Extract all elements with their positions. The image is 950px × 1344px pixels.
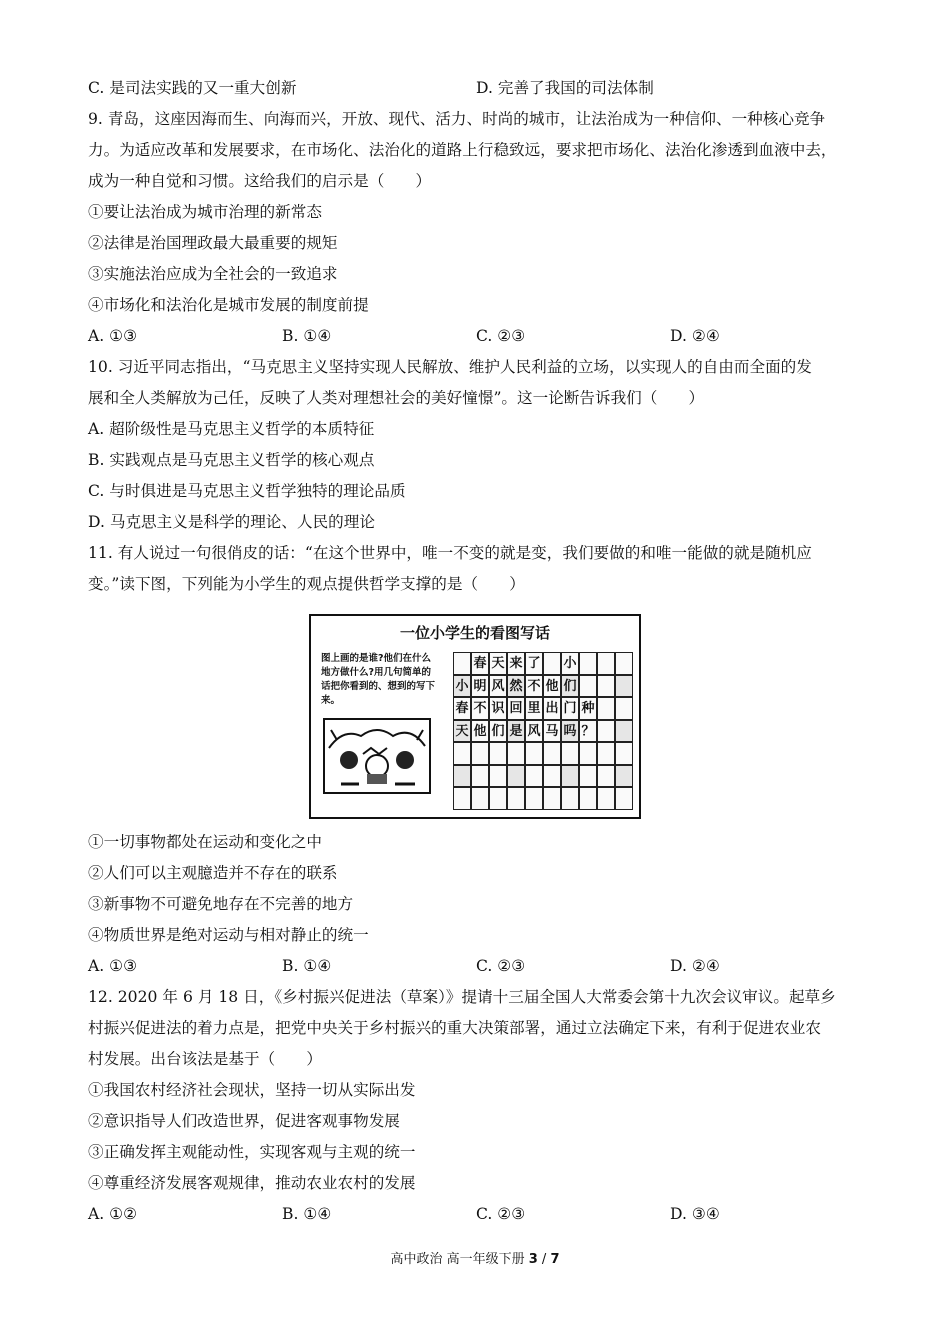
grid-char: 出 [545, 701, 559, 716]
q11-stem-line-1: 11. 有人说过一句很俏皮的话：“在这个世界中，唯一不变的就是变，我们要做的和唯一能做的就是随机应 [88, 544, 812, 562]
grid-char: 们 [563, 678, 577, 694]
grid-cell [579, 742, 597, 765]
grid-cell [597, 652, 615, 675]
grid-cell [597, 675, 615, 698]
footer-page-total: 7 [550, 1252, 560, 1267]
grid-cell [489, 765, 507, 788]
q11-figure [309, 614, 641, 819]
page-footer [0, 1248, 950, 1267]
grid-cell [579, 787, 597, 810]
grid-cell [453, 742, 471, 765]
grid-cell [597, 765, 615, 788]
q12-statement-4: ④尊重经济发展客观规律，推动农业农村的发展 [88, 1174, 416, 1192]
footer-subject: 高中政治 高一年级下册 [390, 1252, 529, 1267]
grid-cell [543, 720, 561, 743]
grid-cell [543, 742, 561, 765]
grid-cell [579, 697, 597, 720]
q9-stem-line-1: 9. 青岛，这座因海而生、向海而兴，开放、现代、活力、时尚的城市，让法治成为一种信仰、一种核心竞争 [88, 110, 826, 128]
q11-statement-1: ①一切事物都处在运动和变化之中 [88, 833, 322, 851]
grid-cell [471, 652, 489, 675]
q9-statement-2: ②法律是治国理政最大最重要的规矩 [88, 234, 338, 252]
footer-separator: / [537, 1252, 551, 1267]
grid-char: 小 [563, 656, 577, 671]
grid-cell [525, 787, 543, 810]
footer-page-number: 3 [528, 1252, 538, 1267]
grid-cell [543, 697, 561, 720]
grid-cell [615, 697, 633, 720]
grid-char: 天 [491, 656, 505, 671]
figure-prompt: 图上画的是谁?他们在什么地方做什么?用几句简单的话把你看到的、想到的写下来。 [321, 653, 436, 706]
q10-option-c: C. 与时俱进是马克思主义哲学独特的理论品质 [88, 482, 406, 500]
grid-cell [561, 720, 579, 743]
q10-option-a: A. 超阶级性是马克思主义哲学的本质特征 [88, 420, 375, 438]
grid-cell [489, 652, 507, 675]
q10-option-d: D. 马克思主义是科学的理论、人民的理论 [88, 513, 375, 531]
grid-char: 门 [563, 701, 577, 716]
q9-stem-line-3: 成为一种自觉和习惯。这给我们的启示是（ ） [88, 172, 432, 190]
q9-option-c: C. ②③ [476, 327, 526, 345]
grid-char: 小 [455, 678, 469, 694]
q11-statement-4: ④物质世界是绝对运动与相对静止的统一 [88, 926, 369, 944]
grid-cell [615, 765, 633, 788]
grid-char: 吗 [563, 723, 577, 739]
grid-char: 然 [509, 678, 523, 694]
grid-cell [453, 720, 471, 743]
grid-cell [543, 787, 561, 810]
q12-statement-2: ②意识指导人们改造世界，促进客观事物发展 [88, 1112, 400, 1130]
q12-stem-line-1: 12. 2020 年 6 月 18 日，《乡村振兴促进法（草案）》提请十三届全国人大常委会第十九次会议审议。起草乡 [88, 988, 836, 1006]
grid-char: 了 [527, 656, 541, 671]
grid-cell [615, 652, 633, 675]
q8-option-c: C. 是司法实践的又一重大创新 [88, 79, 297, 97]
grid-cell [525, 652, 543, 675]
grid-cell [507, 652, 525, 675]
grid-cell [489, 787, 507, 810]
grid-cell [507, 697, 525, 720]
grid-cell [615, 720, 633, 743]
grid-cell [471, 720, 489, 743]
q12-statement-1: ①我国农村经济社会现状，坚持一切从实际出发 [88, 1081, 416, 1099]
q11-stem-line-2: 变。”读下图，下列能为小学生的观点提供哲学支撑的是（ ） [88, 575, 525, 593]
grid-cell [489, 742, 507, 765]
q9-option-d: D. ②④ [670, 327, 720, 345]
q9-statement-1: ①要让法治成为城市治理的新常态 [88, 203, 322, 221]
grid-cell [471, 697, 489, 720]
grid-cell [597, 720, 615, 743]
grid-cell [597, 787, 615, 810]
grid-cell [507, 742, 525, 765]
grid-char: 里 [527, 701, 541, 716]
grid-cell [579, 675, 597, 698]
grid-char: 识 [491, 701, 505, 716]
q8-option-d: D. 完善了我国的司法体制 [476, 79, 654, 97]
q11-option-d: D. ②④ [670, 957, 720, 975]
grid-cell [507, 675, 525, 698]
grid-cell [471, 765, 489, 788]
grid-char: 不 [527, 678, 541, 694]
q9-statement-3: ③实施法治应成为全社会的一致追求 [88, 265, 338, 283]
q12-option-d: D. ③④ [670, 1205, 720, 1223]
q11-option-b: B. ①④ [282, 957, 332, 975]
q9-option-b: B. ①④ [282, 327, 332, 345]
grid-cell [471, 787, 489, 810]
grid-char: 他 [545, 678, 559, 694]
q9-stem-line-2: 力。为适应改革和发展要求，在市场化、法治化的道路上行稳致远，要求把市场化、法治化渗透到血液中去， [88, 141, 837, 159]
grid-char: 春 [455, 701, 469, 716]
grid-char: 回 [509, 701, 523, 716]
grid-cell [543, 652, 561, 675]
grid-cell [615, 742, 633, 765]
grid-char: 不 [473, 701, 487, 716]
grid-cell [561, 787, 579, 810]
grid-char: 们 [491, 723, 505, 739]
grid-char: 是 [509, 723, 523, 739]
grid-cell [579, 720, 597, 743]
grid-cell [453, 787, 471, 810]
q9-option-a: A. ①③ [88, 327, 138, 345]
q9-statement-4: ④市场化和法治化是城市发展的制度前提 [88, 296, 369, 314]
grid-cell [471, 675, 489, 698]
grid-char: 风 [491, 678, 505, 694]
grid-cell [597, 697, 615, 720]
grid-cell [507, 765, 525, 788]
grid-cell [453, 675, 471, 698]
q12-option-b: B. ①④ [282, 1205, 332, 1223]
grid-cell [615, 787, 633, 810]
q10-option-b: B. 实践观点是马克思主义哲学的核心观点 [88, 451, 375, 469]
grid-cell [453, 652, 471, 675]
grid-cell [507, 720, 525, 743]
figure-writing-grid [453, 652, 633, 812]
grid-cell [525, 697, 543, 720]
grid-cell [453, 765, 471, 788]
grid-cell [561, 652, 579, 675]
q11-option-c: C. ②③ [476, 957, 526, 975]
grid-cell [489, 720, 507, 743]
grid-cell [471, 742, 489, 765]
grid-char: 春 [473, 656, 487, 671]
q10-stem-line-1: 10. 习近平同志指出，“马克思主义坚持实现人民解放、维护人民利益的立场，以实现人的自由而全面的发 [88, 358, 812, 376]
grid-cell [543, 675, 561, 698]
figure-cartoon-image [323, 718, 431, 794]
grid-char: 他 [473, 723, 487, 739]
q11-statement-2: ②人们可以主观臆造并不存在的联系 [88, 864, 338, 882]
grid-char: 风 [527, 723, 541, 739]
q10-stem-line-2: 展和全人类解放为己任，反映了人类对理想社会的美好憧憬”。这一论断告诉我们（ ） [88, 389, 705, 407]
grid-cell [579, 652, 597, 675]
grid-char: 天 [455, 723, 469, 739]
grid-cell [579, 765, 597, 788]
grid-cell [543, 765, 561, 788]
grid-char: 种 [581, 701, 595, 716]
grid-cell [525, 765, 543, 788]
q12-option-a: A. ①② [88, 1205, 138, 1223]
q12-option-c: C. ②③ [476, 1205, 526, 1223]
q11-statement-3: ③新事物不可避免地存在不完善的地方 [88, 895, 354, 913]
q12-stem-line-3: 村发展。出台该法是基于（ ） [88, 1050, 322, 1068]
grid-cell [561, 765, 579, 788]
grid-char: 马 [545, 723, 559, 739]
grid-cell [525, 675, 543, 698]
grid-cell [597, 742, 615, 765]
grid-cell [525, 720, 543, 743]
grid-cell [561, 675, 579, 698]
grid-cell [507, 787, 525, 810]
grid-cell [561, 742, 579, 765]
q11-option-a: A. ①③ [88, 957, 138, 975]
grid-char: 来 [509, 656, 523, 671]
grid-cell [453, 697, 471, 720]
grid-char: 明 [473, 678, 487, 694]
grid-char: ？ [581, 723, 595, 739]
q12-stem-line-2: 村振兴促进法的着力点是，把党中央关于乡村振兴的重大决策部署，通过立法确定下来，有利于促进农业农 [88, 1019, 821, 1037]
grid-cell [489, 697, 507, 720]
figure-title: 一位小学生的看图写话 [399, 624, 550, 642]
grid-cell [615, 675, 633, 698]
grid-cell [525, 742, 543, 765]
grid-cell [561, 697, 579, 720]
q12-statement-3: ③正确发挥主观能动性，实现客观与主观的统一 [88, 1143, 416, 1161]
grid-cell [489, 675, 507, 698]
